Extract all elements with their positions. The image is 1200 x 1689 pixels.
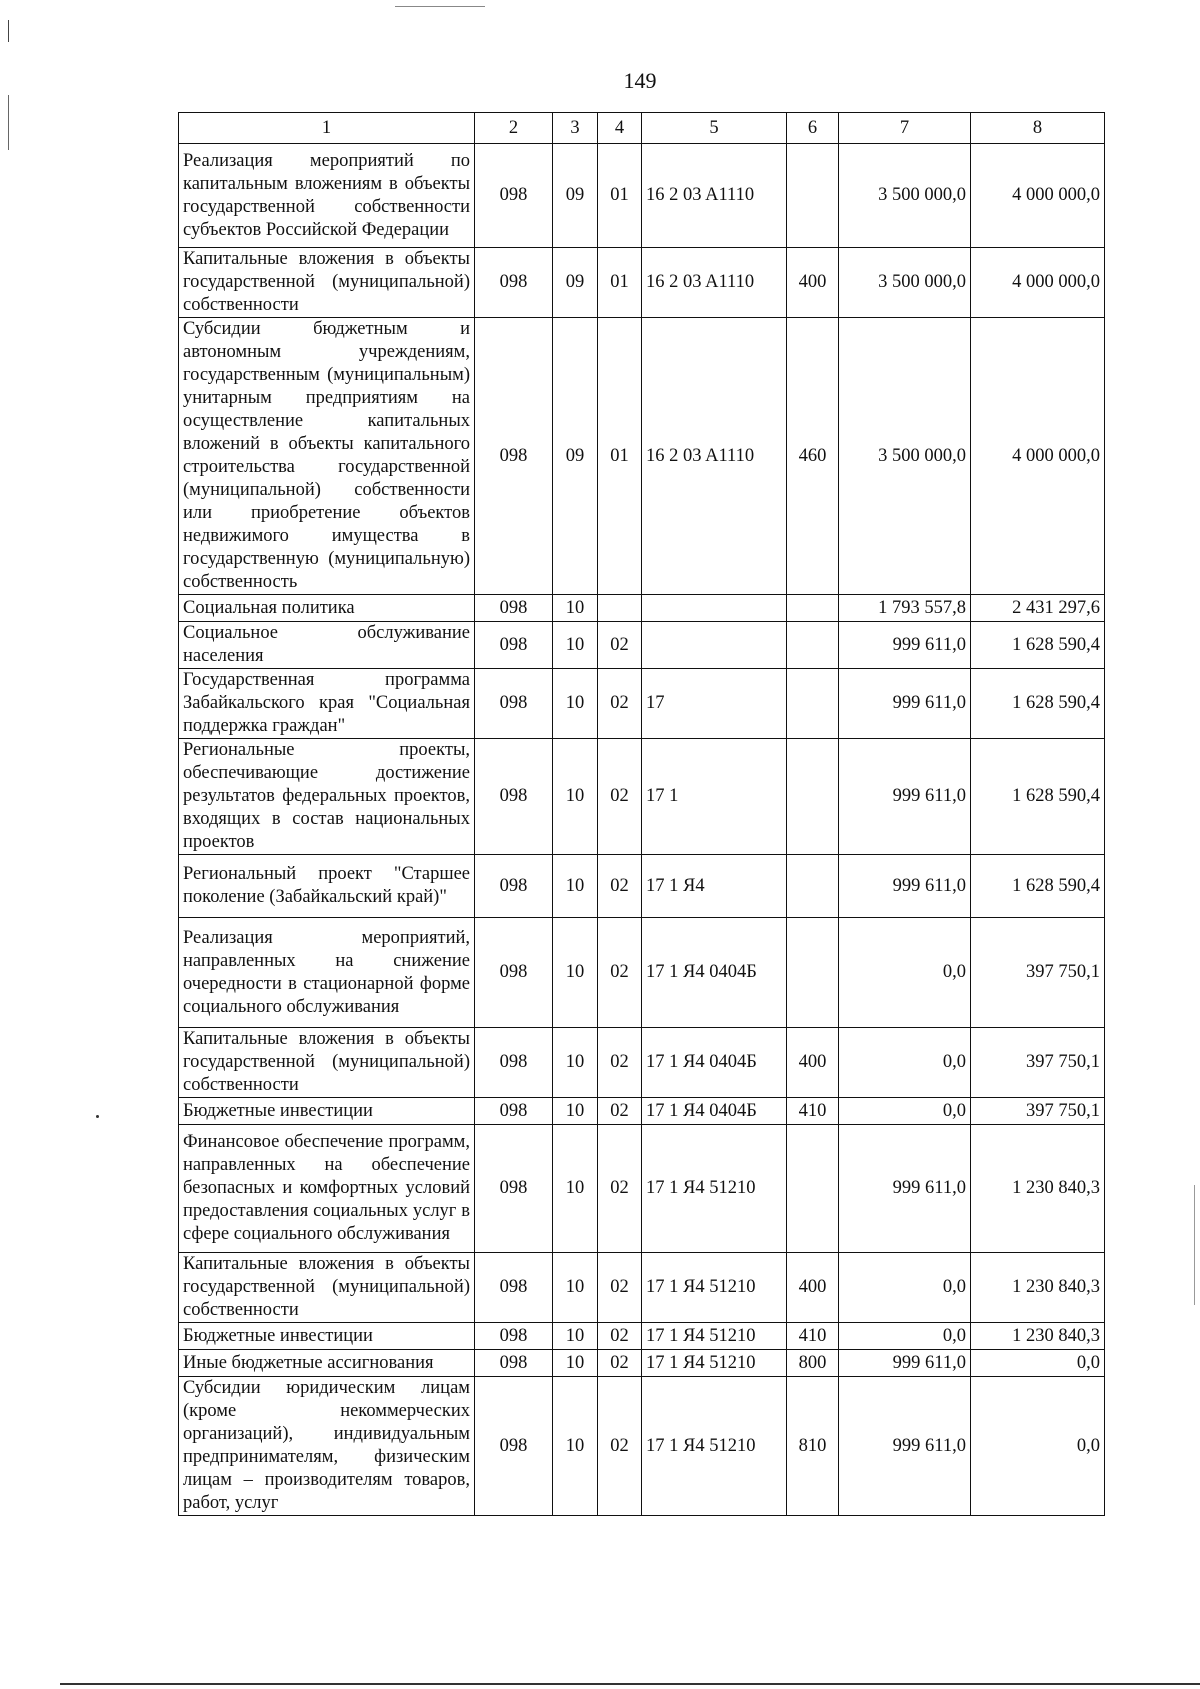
table-row [179, 1098, 1105, 1125]
table-row [179, 1253, 1105, 1323]
amount-cell-year2: 0,0 [971, 1350, 1105, 1377]
target-article-cell: 17 1 Я4 51210 [642, 1125, 787, 1253]
target-article-cell: 17 1 Я4 51210 [642, 1323, 787, 1350]
amount-cell-year2: 1 628 590,4 [971, 669, 1105, 739]
scan-dot [96, 1115, 99, 1118]
row-name: Субсидии юридическим лицам (кроме некоммерческих организаций), индивидуальным предпринимателям, физическим лицам – производителям товаров, работ, услуг [179, 1377, 475, 1516]
subsection-cell: 02 [598, 855, 642, 918]
section-cell: 09 [553, 318, 598, 595]
code-cell: 098 [475, 1098, 553, 1125]
subsection-cell: 01 [598, 318, 642, 595]
code-cell: 098 [475, 595, 553, 622]
target-article-cell: 17 1 Я4 51210 [642, 1253, 787, 1323]
row-name: Капитальные вложения в объекты государственной (муниципальной) собственности [179, 1028, 475, 1098]
amount-cell-year2: 4 000 000,0 [971, 248, 1105, 318]
expense-type-cell: 400 [787, 248, 839, 318]
amount-cell-year1: 999 611,0 [839, 855, 971, 918]
amount-cell-year1: 999 611,0 [839, 739, 971, 855]
row-name: Региональные проекты, обеспечивающие достижение результатов федеральных проектов, входящих в состав национальных проектов [179, 739, 475, 855]
section-cell: 10 [553, 1350, 598, 1377]
amount-cell-year2: 2 431 297,6 [971, 595, 1105, 622]
column-header: 6 [787, 113, 839, 144]
row-name: Социальная политика [179, 595, 475, 622]
amount-cell-year1: 999 611,0 [839, 1350, 971, 1377]
amount-cell-year2: 1 628 590,4 [971, 739, 1105, 855]
section-cell: 10 [553, 1253, 598, 1323]
scan-artifact-left [8, 20, 9, 42]
expense-type-cell: 410 [787, 1323, 839, 1350]
expense-type-cell [787, 595, 839, 622]
table-row [179, 855, 1105, 918]
section-cell: 10 [553, 918, 598, 1028]
code-cell: 098 [475, 1350, 553, 1377]
row-name: Субсидии бюджетным и автономным учреждениям, государственным (муниципальным) унитарным предприятиям на осуществление капитальных вложений в объекты капитального строительства государственной (муниципальной) собственности или приобретение объектов недвижимого имущества в государственную (муниципальную) собственность [179, 318, 475, 595]
amount-cell-year1: 3 500 000,0 [839, 144, 971, 248]
section-cell: 10 [553, 1125, 598, 1253]
section-cell: 10 [553, 622, 598, 669]
row-name: Государственная программа Забайкальского края "Социальная поддержка граждан" [179, 669, 475, 739]
expense-type-cell [787, 622, 839, 669]
subsection-cell: 02 [598, 1323, 642, 1350]
target-article-cell: 17 1 Я4 51210 [642, 1350, 787, 1377]
row-name: Капитальные вложения в объекты государственной (муниципальной) собственности [179, 1253, 475, 1323]
table-row [179, 318, 1105, 595]
expense-type-cell [787, 855, 839, 918]
target-article-cell: 17 1 [642, 739, 787, 855]
amount-cell-year2: 1 628 590,4 [971, 855, 1105, 918]
target-article-cell: 17 1 Я4 0404Б [642, 1028, 787, 1098]
subsection-cell: 02 [598, 1098, 642, 1125]
table-row [179, 1323, 1105, 1350]
table-row [179, 1028, 1105, 1098]
table-header-row [179, 113, 1105, 144]
code-cell: 098 [475, 1253, 553, 1323]
row-name: Бюджетные инвестиции [179, 1098, 475, 1125]
amount-cell-year2: 1 628 590,4 [971, 622, 1105, 669]
amount-cell-year2: 1 230 840,3 [971, 1323, 1105, 1350]
expense-type-cell: 810 [787, 1377, 839, 1516]
target-article-cell: 17 1 Я4 0404Б [642, 1098, 787, 1125]
target-article-cell: 17 1 Я4 51210 [642, 1377, 787, 1516]
amount-cell-year1: 0,0 [839, 1098, 971, 1125]
code-cell: 098 [475, 622, 553, 669]
row-name: Бюджетные инвестиции [179, 1323, 475, 1350]
expense-type-cell [787, 1125, 839, 1253]
section-cell: 09 [553, 144, 598, 248]
table-row [179, 1350, 1105, 1377]
target-article-cell [642, 595, 787, 622]
subsection-cell: 02 [598, 1350, 642, 1377]
expense-type-cell: 800 [787, 1350, 839, 1377]
expense-type-cell: 460 [787, 318, 839, 595]
page-number: 149 [623, 68, 657, 93]
subsection-cell: 02 [598, 1028, 642, 1098]
amount-cell-year1: 0,0 [839, 1323, 971, 1350]
column-header: 5 [642, 113, 787, 144]
table-row [179, 1125, 1105, 1253]
table-row [179, 248, 1105, 318]
amount-cell-year1: 999 611,0 [839, 669, 971, 739]
row-name: Иные бюджетные ассигнования [179, 1350, 475, 1377]
subsection-cell: 02 [598, 1253, 642, 1323]
table-row [179, 1377, 1105, 1516]
section-cell: 10 [553, 1323, 598, 1350]
subsection-cell: 02 [598, 918, 642, 1028]
budget-table [178, 112, 1105, 1516]
amount-cell-year2: 397 750,1 [971, 918, 1105, 1028]
column-header: 2 [475, 113, 553, 144]
code-cell: 098 [475, 144, 553, 248]
table-row [179, 918, 1105, 1028]
subsection-cell: 02 [598, 739, 642, 855]
table-row [179, 739, 1105, 855]
column-header: 7 [839, 113, 971, 144]
table-row [179, 595, 1105, 622]
row-name: Социальное обслуживание населения [179, 622, 475, 669]
amount-cell-year1: 999 611,0 [839, 1125, 971, 1253]
scan-artifact-right [1194, 1185, 1195, 1305]
amount-cell-year1: 999 611,0 [839, 1377, 971, 1516]
code-cell: 098 [475, 1125, 553, 1253]
code-cell: 098 [475, 918, 553, 1028]
section-cell: 10 [553, 669, 598, 739]
table-row [179, 622, 1105, 669]
row-name: Финансовое обеспечение программ, направленных на обеспечение безопасных и комфортных условий предоставления социальных услуг в сфере социального обслуживания [179, 1125, 475, 1253]
expense-type-cell [787, 669, 839, 739]
target-article-cell: 16 2 03 A1110 [642, 248, 787, 318]
scan-artifact-left-lower [8, 95, 9, 150]
expense-type-cell [787, 144, 839, 248]
code-cell: 098 [475, 739, 553, 855]
amount-cell-year1: 999 611,0 [839, 622, 971, 669]
amount-cell-year2: 397 750,1 [971, 1098, 1105, 1125]
subsection-cell: 02 [598, 622, 642, 669]
amount-cell-year1: 0,0 [839, 1253, 971, 1323]
expense-type-cell: 400 [787, 1253, 839, 1323]
column-header: 3 [553, 113, 598, 144]
amount-cell-year1: 0,0 [839, 1028, 971, 1098]
expense-type-cell [787, 739, 839, 855]
subsection-cell: 01 [598, 144, 642, 248]
section-cell: 10 [553, 855, 598, 918]
subsection-cell: 02 [598, 1377, 642, 1516]
amount-cell-year1: 3 500 000,0 [839, 318, 971, 595]
expense-type-cell [787, 918, 839, 1028]
section-cell: 10 [553, 739, 598, 855]
section-cell: 10 [553, 1377, 598, 1516]
code-cell: 098 [475, 1028, 553, 1098]
section-cell: 09 [553, 248, 598, 318]
row-name: Реализация мероприятий по капитальным вложениям в объекты государственной собственности субъектов Российской Федерации [179, 144, 475, 248]
subsection-cell [598, 595, 642, 622]
column-header: 8 [971, 113, 1105, 144]
code-cell: 098 [475, 1377, 553, 1516]
amount-cell-year1: 0,0 [839, 918, 971, 1028]
row-name: Реализация мероприятий, направленных на снижение очередности в стационарной форме социального обслуживания [179, 918, 475, 1028]
amount-cell-year1: 1 793 557,8 [839, 595, 971, 622]
column-header: 4 [598, 113, 642, 144]
amount-cell-year2: 1 230 840,3 [971, 1125, 1105, 1253]
amount-cell-year2: 0,0 [971, 1377, 1105, 1516]
target-article-cell: 16 2 03 A1110 [642, 318, 787, 595]
amount-cell-year2: 4 000 000,0 [971, 318, 1105, 595]
section-cell: 10 [553, 595, 598, 622]
amount-cell-year1: 3 500 000,0 [839, 248, 971, 318]
code-cell: 098 [475, 855, 553, 918]
target-article-cell: 17 1 Я4 0404Б [642, 918, 787, 1028]
target-article-cell: 16 2 03 A1110 [642, 144, 787, 248]
scan-artifact-top [395, 6, 485, 7]
table-row [179, 669, 1105, 739]
row-name: Капитальные вложения в объекты государственной (муниципальной) собственности [179, 248, 475, 318]
column-header: 1 [179, 113, 475, 144]
amount-cell-year2: 397 750,1 [971, 1028, 1105, 1098]
subsection-cell: 02 [598, 669, 642, 739]
code-cell: 098 [475, 248, 553, 318]
expense-type-cell: 400 [787, 1028, 839, 1098]
code-cell: 098 [475, 318, 553, 595]
section-cell: 10 [553, 1098, 598, 1125]
code-cell: 098 [475, 669, 553, 739]
table-row [179, 144, 1105, 248]
target-article-cell: 17 [642, 669, 787, 739]
target-article-cell [642, 622, 787, 669]
subsection-cell: 02 [598, 1125, 642, 1253]
code-cell: 098 [475, 1323, 553, 1350]
scan-artifact-bottom [60, 1683, 1200, 1685]
target-article-cell: 17 1 Я4 [642, 855, 787, 918]
subsection-cell: 01 [598, 248, 642, 318]
expense-type-cell: 410 [787, 1098, 839, 1125]
amount-cell-year2: 1 230 840,3 [971, 1253, 1105, 1323]
row-name: Региональный проект "Старшее поколение (Забайкальский край)" [179, 855, 475, 918]
amount-cell-year2: 4 000 000,0 [971, 144, 1105, 248]
section-cell: 10 [553, 1028, 598, 1098]
